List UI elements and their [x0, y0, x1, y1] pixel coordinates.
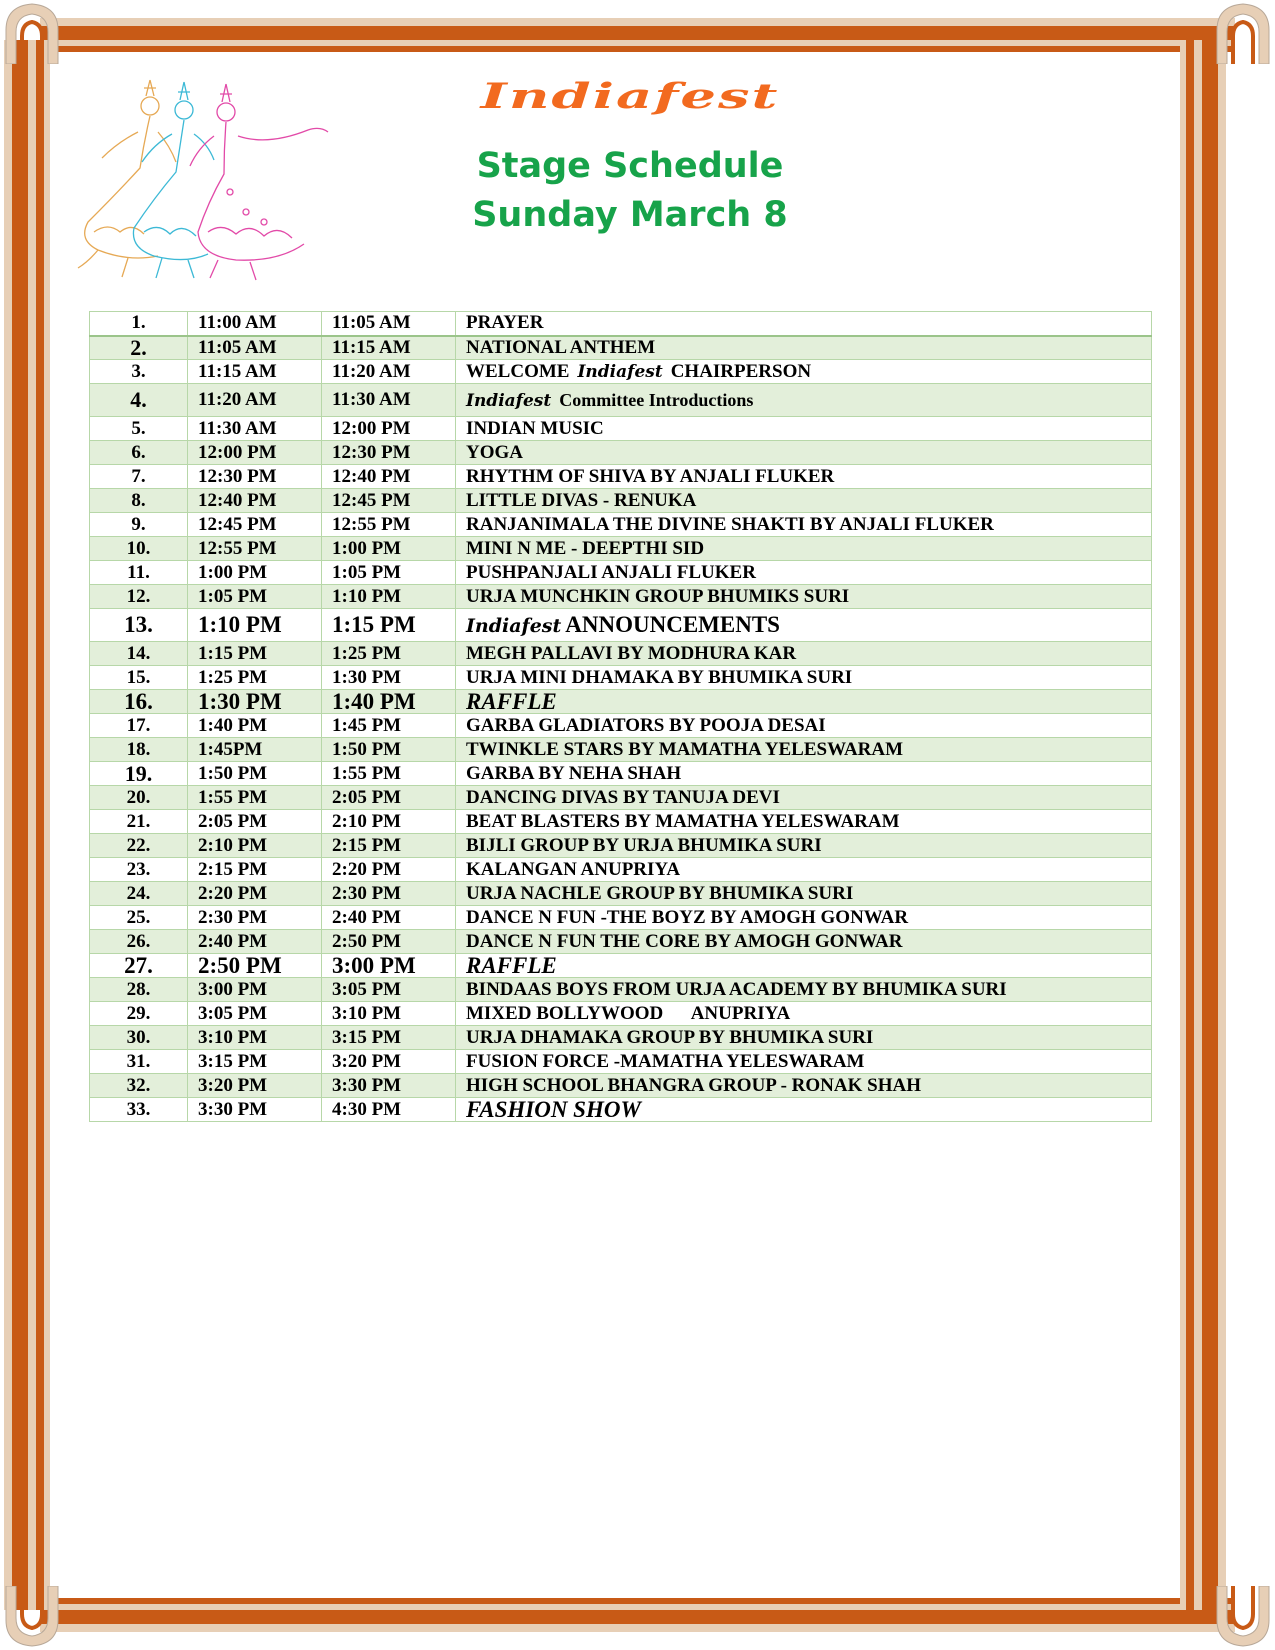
- event-name: DANCING DIVAS BY TANUJA DEVI: [456, 786, 1152, 810]
- event-name: FUSION FORCE -MAMATHA YELESWARAM: [456, 1050, 1152, 1074]
- row-number: 10.: [90, 537, 188, 561]
- end-time: 11:20 AM: [322, 360, 456, 384]
- end-time: 2:15 PM: [322, 834, 456, 858]
- event-name: URJA DHAMAKA GROUP BY BHUMIKA SURI: [456, 1026, 1152, 1050]
- table-row: [90, 384, 1152, 417]
- table-row: [90, 666, 1152, 690]
- row-number: 16.: [90, 690, 188, 714]
- event-name: PUSHPANJALI ANJALI FLUKER: [456, 561, 1152, 585]
- event-name: NATIONAL ANTHEM: [456, 336, 1152, 360]
- end-time: 2:30 PM: [322, 882, 456, 906]
- end-time: 11:30 AM: [322, 384, 456, 417]
- start-time: 3:15 PM: [188, 1050, 322, 1074]
- row-number: 25.: [90, 906, 188, 930]
- start-time: 1:30 PM: [188, 690, 322, 714]
- event-name: MEGH PALLAVI BY MODHURA KAR: [456, 642, 1152, 666]
- event-name: RAFFLE: [456, 954, 1152, 978]
- row-number: 15.: [90, 666, 188, 690]
- event-name: [456, 384, 1152, 417]
- end-time: 1:30 PM: [322, 666, 456, 690]
- row-number: 12.: [90, 585, 188, 609]
- end-time: 12:30 PM: [322, 441, 456, 465]
- table-row: [90, 738, 1152, 762]
- event-name: [456, 609, 1152, 642]
- corner-ornament-top-right: [1211, 0, 1275, 64]
- table-row: [90, 858, 1152, 882]
- frame-right-border: [1170, 40, 1226, 1610]
- row-number: 13.: [90, 609, 188, 642]
- start-time: 2:10 PM: [188, 834, 322, 858]
- row-number: 17.: [90, 714, 188, 738]
- row-number: 14.: [90, 642, 188, 666]
- end-time: 3:15 PM: [322, 1026, 456, 1050]
- row-number: 1.: [90, 312, 188, 336]
- start-time: 1:00 PM: [188, 561, 322, 585]
- table-row: [90, 642, 1152, 666]
- table-row: [90, 762, 1152, 786]
- table-row: [90, 690, 1152, 714]
- start-time: 11:00 AM: [188, 312, 322, 336]
- row-number: 11.: [90, 561, 188, 585]
- start-time: 1:05 PM: [188, 585, 322, 609]
- end-time: 12:00 PM: [322, 417, 456, 441]
- frame-left-border: [4, 40, 60, 1610]
- row-number: 9.: [90, 513, 188, 537]
- end-time: 2:50 PM: [322, 930, 456, 954]
- event-name: [456, 360, 1152, 384]
- start-time: 11:20 AM: [188, 384, 322, 417]
- start-time: 11:15 AM: [188, 360, 322, 384]
- row-number: 33.: [90, 1098, 188, 1122]
- start-time: 2:40 PM: [188, 930, 322, 954]
- start-time: 12:55 PM: [188, 537, 322, 561]
- end-time: 3:05 PM: [322, 978, 456, 1002]
- indiafest-logo-inline: Indiafest: [466, 390, 552, 411]
- event-name: TWINKLE STARS BY MAMATHA YELESWARAM: [456, 738, 1152, 762]
- page-title: Stage Schedule: [476, 146, 784, 186]
- table-row: [90, 906, 1152, 930]
- start-time: 12:40 PM: [188, 489, 322, 513]
- event-text: Committee Introductions: [559, 389, 754, 410]
- start-time: 2:30 PM: [188, 906, 322, 930]
- table-row: [90, 954, 1152, 978]
- event-name: MIXED BOLLYWOOD ANUPRIYA: [456, 1002, 1152, 1026]
- corner-ornament-bottom-right: [1211, 1586, 1275, 1650]
- row-number: 18.: [90, 738, 188, 762]
- row-number: 5.: [90, 417, 188, 441]
- start-time: 2:50 PM: [188, 954, 322, 978]
- table-row: [90, 1050, 1152, 1074]
- table-row: [90, 609, 1152, 642]
- table-row: [90, 930, 1152, 954]
- event-name: URJA MUNCHKIN GROUP BHUMIKS SURI: [456, 585, 1152, 609]
- start-time: 1:55 PM: [188, 786, 322, 810]
- event-name: DANCE N FUN THE CORE BY AMOGH GONWAR: [456, 930, 1152, 954]
- end-time: 2:40 PM: [322, 906, 456, 930]
- table-row: [90, 810, 1152, 834]
- start-time: 12:00 PM: [188, 441, 322, 465]
- start-time: 1:25 PM: [188, 666, 322, 690]
- end-time: 1:50 PM: [322, 738, 456, 762]
- table-row: [90, 714, 1152, 738]
- end-time: 1:55 PM: [322, 762, 456, 786]
- start-time: 1:50 PM: [188, 762, 322, 786]
- table-row: [90, 1026, 1152, 1050]
- event-name: LITTLE DIVAS - RENUKA: [456, 489, 1152, 513]
- event-name: KALANGAN ANUPRIYA: [456, 858, 1152, 882]
- row-number: 29.: [90, 1002, 188, 1026]
- table-row: [90, 336, 1152, 360]
- end-time: 1:45 PM: [322, 714, 456, 738]
- row-number: 32.: [90, 1074, 188, 1098]
- row-number: 19.: [90, 762, 188, 786]
- start-time: 2:15 PM: [188, 858, 322, 882]
- end-time: 11:05 AM: [322, 312, 456, 336]
- start-time: 2:20 PM: [188, 882, 322, 906]
- start-time: 3:30 PM: [188, 1098, 322, 1122]
- start-time: 2:05 PM: [188, 810, 322, 834]
- table-row: [90, 978, 1152, 1002]
- table-row: [90, 561, 1152, 585]
- corner-ornament-bottom-left: [0, 1586, 64, 1650]
- row-number: 24.: [90, 882, 188, 906]
- end-time: 3:10 PM: [322, 1002, 456, 1026]
- end-time: 1:25 PM: [322, 642, 456, 666]
- frame-top-border: [40, 18, 1235, 54]
- event-date: Sunday March 8: [472, 195, 788, 235]
- event-name: GARBA BY NEHA SHAH: [456, 762, 1152, 786]
- table-row: [90, 312, 1152, 336]
- row-number: 21.: [90, 810, 188, 834]
- start-time: 1:15 PM: [188, 642, 322, 666]
- row-number: 8.: [90, 489, 188, 513]
- start-time: 1:10 PM: [188, 609, 322, 642]
- row-number: 28.: [90, 978, 188, 1002]
- end-time: 2:05 PM: [322, 786, 456, 810]
- schedule-table: [89, 311, 1152, 1122]
- brand-logo-text: Indiafest: [480, 76, 780, 117]
- table-row: [90, 489, 1152, 513]
- event-name: RHYTHM OF SHIVA BY ANJALI FLUKER: [456, 465, 1152, 489]
- row-number: 6.: [90, 441, 188, 465]
- end-time: 3:00 PM: [322, 954, 456, 978]
- event-name: BINDAAS BOYS FROM URJA ACADEMY BY BHUMIKA SURI: [456, 978, 1152, 1002]
- end-time: 12:55 PM: [322, 513, 456, 537]
- event-name: RANJANIMALA THE DIVINE SHAKTI BY ANJALI FLUKER: [456, 513, 1152, 537]
- event-name: FASHION SHOW: [456, 1098, 1152, 1122]
- table-row: [90, 585, 1152, 609]
- end-time: 4:30 PM: [322, 1098, 456, 1122]
- end-time: 1:05 PM: [322, 561, 456, 585]
- table-row: [90, 360, 1152, 384]
- corner-ornament-top-left: [0, 0, 64, 64]
- end-time: 1:10 PM: [322, 585, 456, 609]
- event-name: HIGH SCHOOL BHANGRA GROUP - RONAK SHAH: [456, 1074, 1152, 1098]
- row-number: 20.: [90, 786, 188, 810]
- end-time: 12:40 PM: [322, 465, 456, 489]
- end-time: 2:10 PM: [322, 810, 456, 834]
- table-row: [90, 834, 1152, 858]
- end-time: 1:00 PM: [322, 537, 456, 561]
- start-time: 12:45 PM: [188, 513, 322, 537]
- event-name: URJA NACHLE GROUP BY BHUMIKA SURI: [456, 882, 1152, 906]
- event-name: RAFFLE: [456, 690, 1152, 714]
- event-text: ANNOUNCEMENTS: [565, 611, 780, 637]
- row-number: 26.: [90, 930, 188, 954]
- event-name: BEAT BLASTERS BY MAMATHA YELESWARAM: [456, 810, 1152, 834]
- table-row: [90, 537, 1152, 561]
- event-name: INDIAN MUSIC: [456, 417, 1152, 441]
- indiafest-logo-inline: Indiafest: [577, 361, 663, 382]
- end-time: 3:30 PM: [322, 1074, 456, 1098]
- indiafest-logo-inline: Indiafest: [466, 614, 562, 637]
- frame-bottom-border: [40, 1596, 1235, 1632]
- table-row: [90, 441, 1152, 465]
- row-number: 22.: [90, 834, 188, 858]
- row-number: 30.: [90, 1026, 188, 1050]
- event-name: YOGA: [456, 441, 1152, 465]
- end-time: 12:45 PM: [322, 489, 456, 513]
- row-number: 27.: [90, 954, 188, 978]
- table-row: [90, 882, 1152, 906]
- dancers-illustration: [58, 72, 338, 287]
- event-name: URJA MINI DHAMAKA BY BHUMIKA SURI: [456, 666, 1152, 690]
- start-time: 12:30 PM: [188, 465, 322, 489]
- table-row: [90, 786, 1152, 810]
- end-time: 11:15 AM: [322, 336, 456, 360]
- table-row: [90, 1002, 1152, 1026]
- event-name: MINI N ME - DEEPTHI SID: [456, 537, 1152, 561]
- row-number: 4.: [90, 384, 188, 417]
- start-time: 1:40 PM: [188, 714, 322, 738]
- table-row: [90, 513, 1152, 537]
- event-text: WELCOME: [466, 360, 570, 382]
- start-time: 3:00 PM: [188, 978, 322, 1002]
- table-row: [90, 1074, 1152, 1098]
- start-time: 11:05 AM: [188, 336, 322, 360]
- event-name: PRAYER: [456, 312, 1152, 336]
- end-time: 2:20 PM: [322, 858, 456, 882]
- start-time: 3:20 PM: [188, 1074, 322, 1098]
- table-row: [90, 1098, 1152, 1122]
- row-number: 31.: [90, 1050, 188, 1074]
- end-time: 1:15 PM: [322, 609, 456, 642]
- event-name: BIJLI GROUP BY URJA BHUMIKA SURI: [456, 834, 1152, 858]
- row-number: 23.: [90, 858, 188, 882]
- end-time: 3:20 PM: [322, 1050, 456, 1074]
- start-time: 3:10 PM: [188, 1026, 322, 1050]
- table-row: [90, 465, 1152, 489]
- start-time: 3:05 PM: [188, 1002, 322, 1026]
- event-name: DANCE N FUN -THE BOYZ BY AMOGH GONWAR: [456, 906, 1152, 930]
- end-time: 1:40 PM: [322, 690, 456, 714]
- start-time: 11:30 AM: [188, 417, 322, 441]
- event-name: GARBA GLADIATORS BY POOJA DESAI: [456, 714, 1152, 738]
- row-number: 3.: [90, 360, 188, 384]
- row-number: 2.: [90, 336, 188, 360]
- start-time: 1:45PM: [188, 738, 322, 762]
- table-row: [90, 417, 1152, 441]
- row-number: 7.: [90, 465, 188, 489]
- event-text: CHAIRPERSON: [670, 360, 812, 382]
